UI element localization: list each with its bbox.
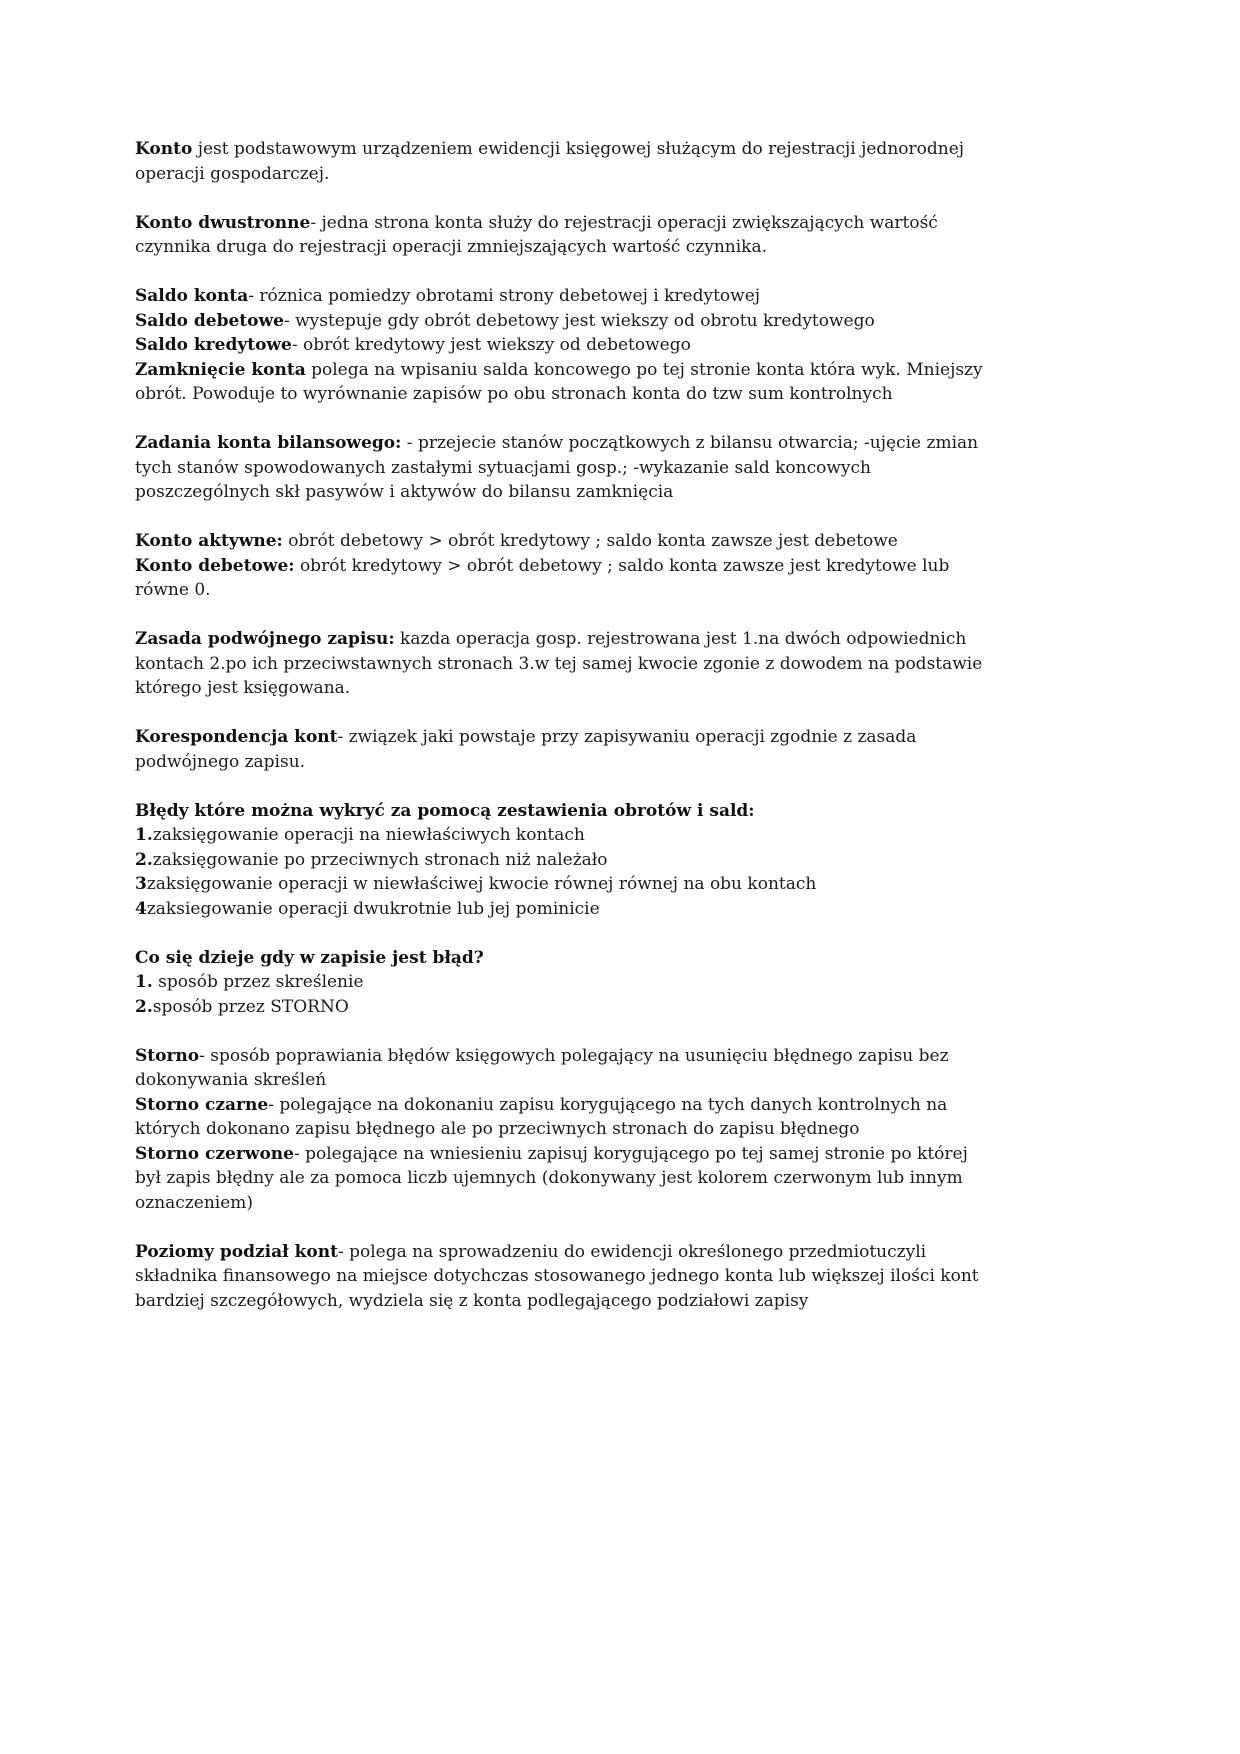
term-bold: Saldo debetowe [135, 310, 284, 331]
term-bold: 1. [135, 825, 153, 845]
term-bold: 2. [135, 996, 153, 1017]
text-run: kazda operacja gosp. rejestrowana jest 1.na dwóch odpowiednich kontach 2.po ich przeciwstawnych stronach 3.w tej samej kwocie zgonie z dowodem na podstawie którego jest księgowana. [135, 629, 983, 698]
term-bold: 3 [135, 874, 147, 894]
text-run: zaksięgowanie po przeciwnych stronach niż należało [152, 849, 608, 870]
term-bold: Storno czerwone [135, 1143, 294, 1164]
text-run: - jedna strona konta służy do rejestracji operacji zwiększających wartość czynnika druga do rejestracji operacji zmniejszających wartość czynnika. [135, 212, 938, 257]
text-run: zaksięgowanie operacji w niewłaściwej kwocie równej równej na obu kontach [146, 874, 817, 894]
text-run: obrót debetowy > obrót kredytowy ; saldo konta zawsze jest debetowe [282, 531, 898, 551]
text-run: obrót kredytowy > obrót debetowy ; saldo konta zawsze jest kredytowe lub równe 0. [135, 555, 950, 600]
term-bold: Błędy które można wykryć za pomocą zestawienia obrotów i sald: [135, 800, 755, 821]
term-bold: Konto debetowe: [135, 555, 295, 576]
paragraph [135, 799, 988, 922]
term-bold: Zasada podwójnego zapisu: [135, 629, 395, 649]
term-bold: Saldo konta [135, 286, 249, 306]
paragraph [135, 529, 988, 603]
paragraph [135, 1044, 988, 1216]
term-bold: Saldo kredytowe [135, 335, 292, 355]
paragraph [135, 627, 988, 701]
term-bold: Korespondencja kont [135, 727, 338, 747]
text-run: sposób przez STORNO [152, 996, 349, 1017]
term-bold: 4 [135, 898, 147, 919]
text-run: - sposób poprawiania błędów księgowych polegający na usunięciu błędnego zapisu bez dokonywania skreśleń [135, 1045, 949, 1090]
term-bold: 2. [135, 849, 153, 870]
text-run: sposób przez skreślenie [152, 972, 364, 992]
paragraph [135, 211, 988, 260]
text-run: - polegające na wniesieniu zapisuj korygującego po tej samej stronie po której był zapis błędny ale za pomoca liczb ujemnych (dokonywany jest kolorem czerwonym lub innym oznaczeniem) [135, 1143, 968, 1213]
term-bold: Zamknięcie konta [135, 359, 306, 380]
term-bold: Konto [135, 139, 193, 159]
text-run: zaksiegowanie operacji dwukrotnie lub jej pominicie [146, 898, 600, 919]
term-bold: Konto aktywne: [135, 531, 283, 551]
text-run: jest podstawowym urządzeniem ewidencji księgowej służącym do rejestracji jednorodnej operacji gospodarczej. [135, 139, 965, 184]
text-run: - polega na sprowadzeniu do ewidencji określonego przedmiotuczyli składnika finansowego na miejsce dotychczas stosowanego jednego konta lub większej ilości kont bardziej szczegółowych, wydziela się z konta podlegającego podziałowi zapisy [135, 1241, 979, 1311]
text-run: - obrót kredytowy jest wiekszy od debetowego [291, 335, 691, 355]
paragraph [135, 137, 988, 186]
term-bold: Storno [135, 1045, 200, 1066]
text-run: polega na wpisaniu salda koncowego po tej stronie konta która wyk. Mniejszy obrót. Powoduje to wyrównanie zapisów po obu stronach konta do tzw sum kontrolnych [135, 359, 983, 404]
document-body [135, 137, 988, 1313]
term-bold: Co się dzieje gdy w zapisie jest błąd? [135, 947, 484, 968]
term-bold: Zadania konta bilansowego: [135, 433, 402, 453]
text-run: - związek jaki powstaje przy zapisywaniu operacji zgodnie z zasada podwójnego zapisu. [135, 727, 917, 772]
term-bold: Poziomy podział kont [135, 1241, 338, 1262]
text-run: - przejecie stanów początkowych z bilansu otwarcia; -ujęcie zmian tych stanów spowodowanych zastałymi sytuacjami gosp.; -wykazanie sald koncowych poszczególnych skł pasywów i aktywów do bilansu zamknięcia [135, 433, 979, 502]
paragraph [135, 725, 988, 774]
text-run: zaksięgowanie operacji na niewłaściwych kontach [152, 825, 585, 845]
paragraph [135, 946, 988, 1020]
text-run: - polegające na dokonaniu zapisu korygującego na tych danych kontrolnych na których dokonano zapisu błędnego ale po przeciwnych stronach do zapisu błędnego [135, 1094, 948, 1139]
text-run: - wystepuje gdy obrót debetowy jest wiekszy od obrotu kredytowego [283, 310, 875, 331]
term-bold: Storno czarne [135, 1094, 269, 1115]
text-run: - róznica pomiedzy obrotami strony debetowej i kredytowej [248, 286, 761, 306]
term-bold: 1. [135, 972, 153, 992]
paragraph [135, 1240, 988, 1314]
paragraph [135, 284, 988, 407]
paragraph [135, 431, 988, 505]
term-bold: Konto dwustronne [135, 212, 311, 233]
